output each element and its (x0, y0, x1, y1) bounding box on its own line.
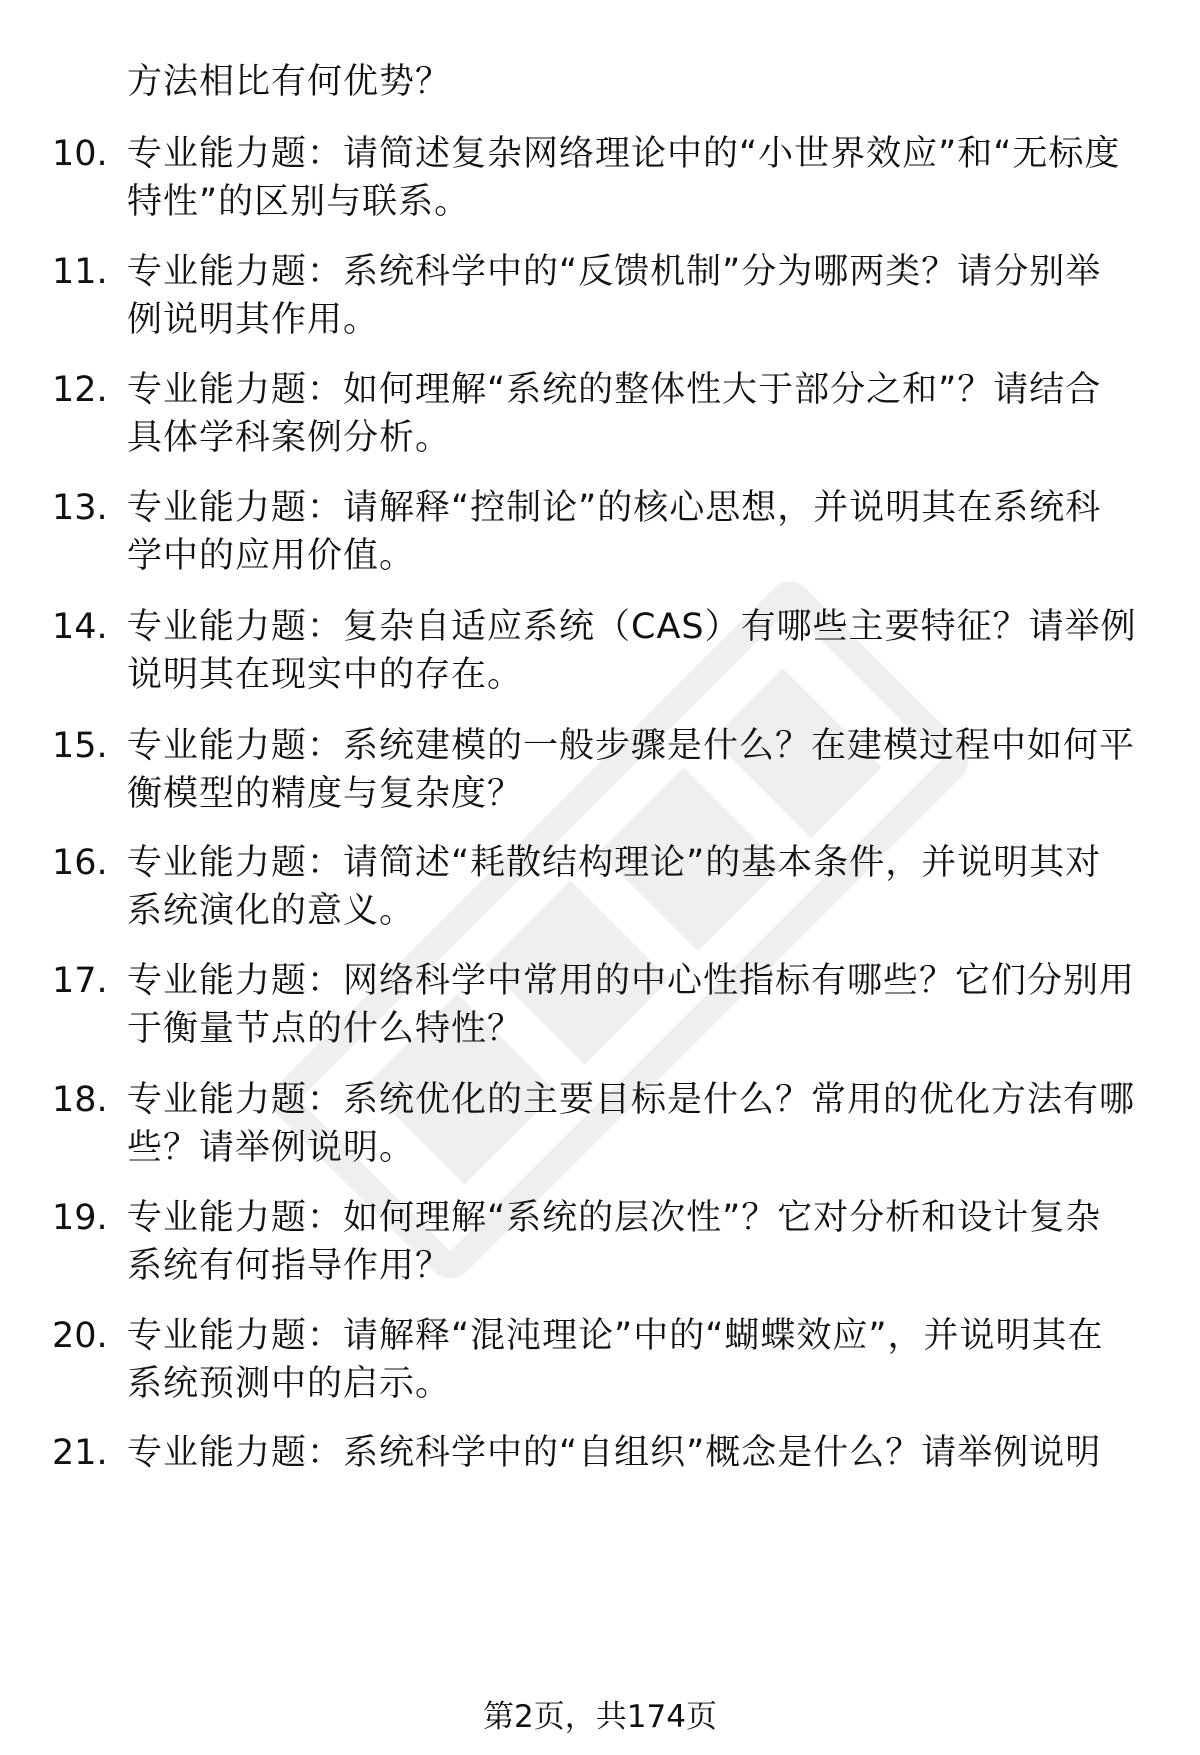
question-number: 10. (52, 134, 108, 174)
question-text: 专业能力题：请解释“控制论”的核心思想，并说明其在系统科学中的应用价值。 (127, 488, 1102, 576)
question-number: 17. (52, 961, 108, 1001)
question-text: 专业能力题：系统科学中的“自组织”概念是什么？请举例说明 (127, 1433, 1102, 1473)
question-number: 14. (52, 607, 108, 647)
question-text: 专业能力题：请解释“混沌理论”中的“蝴蝶效应”，并说明其在系统预测中的启示。 (127, 1316, 1104, 1404)
question-number: 20. (52, 1316, 108, 1356)
continued-question-text: 方法相比有何优势？ (127, 62, 452, 102)
question-number: 21. (52, 1433, 108, 1473)
question-text: 专业能力题：网络科学中常用的中心性指标有哪些？它们分别用于衡量节点的什么特性？ (127, 961, 1136, 1049)
question-text: 专业能力题：系统优化的主要目标是什么？常用的优化方法有哪些？请举例说明。 (127, 1080, 1136, 1168)
question-number: 19. (52, 1198, 108, 1238)
question-text: 专业能力题：系统建模的一般步骤是什么？在建模过程中如何平衡模型的精度与复杂度？ (127, 726, 1136, 814)
question-number: 18. (52, 1080, 108, 1120)
question-number: 11. (52, 252, 108, 292)
question-number: 16. (52, 843, 108, 883)
question-text: 专业能力题：如何理解“系统的整体性大于部分之和”？请结合具体学科案例分析。 (127, 370, 1102, 458)
page-footer: 第2页，共174页 (483, 1699, 717, 1735)
question-number: 12. (52, 370, 108, 410)
question-text: 专业能力题：如何理解“系统的层次性”？它对分析和设计复杂系统有何指导作用？ (127, 1198, 1102, 1286)
question-number: 13. (52, 488, 108, 528)
question-text: 专业能力题：请简述“耗散结构理论”的基本条件，并说明其对系统演化的意义。 (127, 843, 1102, 931)
question-text: 专业能力题：请简述复杂网络理论中的“小世界效应”和“无标度特性”的区别与联系。 (127, 134, 1121, 222)
question-text: 专业能力题：复杂自适应系统（CAS）有哪些主要特征？请举例说明其在现实中的存在。 (127, 607, 1137, 695)
question-text: 专业能力题：系统科学中的“反馈机制”分为哪两类？请分别举例说明其作用。 (127, 252, 1102, 340)
question-number: 15. (52, 726, 108, 766)
